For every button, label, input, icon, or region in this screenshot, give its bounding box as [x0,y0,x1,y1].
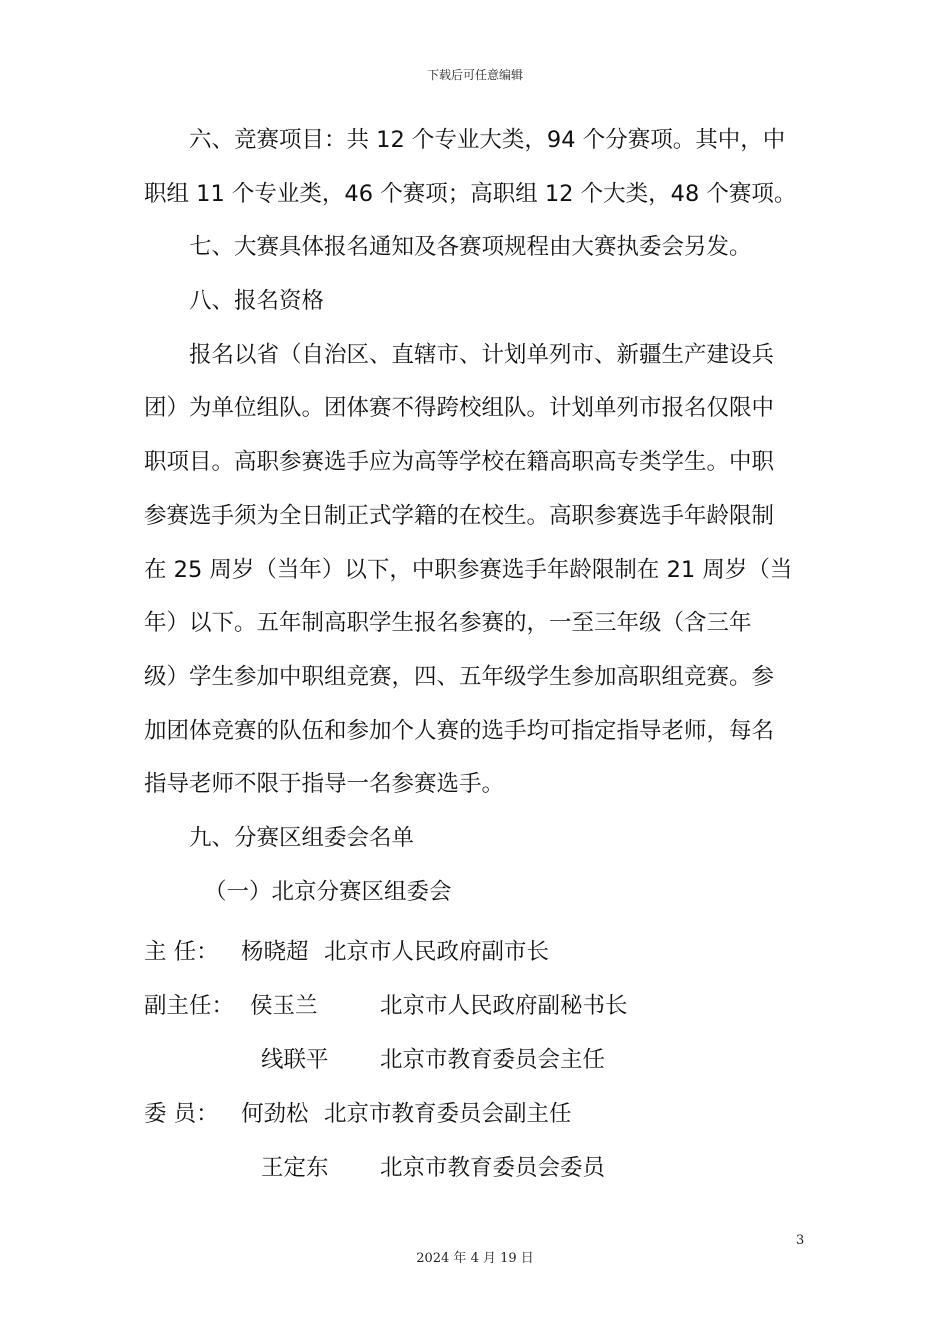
member-name: 杨晓超 [241,939,309,965]
member-name: 何劲松 [241,1101,309,1127]
member-title: 北京市人民政府副市长 [324,939,550,965]
paragraph-8-line: 年）以下。五年制高职学生报名参赛的，一至三年级（含三年 [144,610,752,637]
page-footer-date: 2024 年 4 月 19 日 [416,1251,534,1266]
member-name: 王定东 [261,1155,329,1181]
paragraph-8-line: 职项目。高职参赛选手应为高等学校在籍高职高专类学生。中职 [144,449,775,476]
paragraph-7: 七、大赛具体报名通知及各赛项规程由大赛执委会另发。 [189,234,752,261]
paragraph-6-line-2: 职组 11 个专业类，46 个赛项；高职组 12 个大类，48 个赛项。 [144,180,797,207]
paragraph-8-line: 加团体竞赛的队伍和参加个人赛的选手均可指定指导老师，每名 [144,717,775,744]
member-role: 主 任： [144,939,219,965]
member-title: 北京市教育委员会主任 [380,1047,606,1073]
member-title: 北京市教育委员会副主任 [324,1101,572,1127]
paragraph-9-heading: 九、分赛区组委会名单 [189,824,415,851]
page-number: 3 [796,1233,805,1248]
member-role: 委 员： [144,1101,219,1127]
member-name: 侯玉兰 [250,993,318,1019]
paragraph-9-subheading: （一）北京分赛区组委会 [204,878,452,905]
paragraph-8-heading: 八、报名资格 [189,288,325,315]
paragraph-8-line: 在 25 周岁（当年）以下，中职参赛选手年龄限制在 21 周岁（当 [144,556,793,583]
member-role: 副主任： [144,993,235,1019]
paragraph-8-line: 团）为单位组队。团体赛不得跨校组队。计划单列市报名仅限中 [144,395,775,422]
document-body [144,114,808,919]
paragraph-8-line: 级）学生参加中职组竞赛，四、五年级学生参加高职组竞赛。参 [144,663,775,690]
paragraph-8-line: 参赛选手须为全日制正式学籍的在校生。高职参赛选手年龄限制 [144,502,775,529]
member-title: 北京市人民政府副秘书长 [380,993,628,1019]
page-header: 下载后可任意编辑 [426,68,523,82]
member-name: 线联平 [261,1047,329,1073]
paragraph-8-line: 报名以省（自治区、直辖市、计划单列市、新疆生产建设兵 [189,341,775,368]
paragraph-8-line: 指导老师不限于指导一名参赛选手。 [144,771,505,798]
paragraph-6-line-1: 六、竞赛项目：共 12 个专业大类，94 个分赛项。其中，中 [189,127,786,153]
member-title: 北京市教育委员会委员 [380,1155,606,1181]
